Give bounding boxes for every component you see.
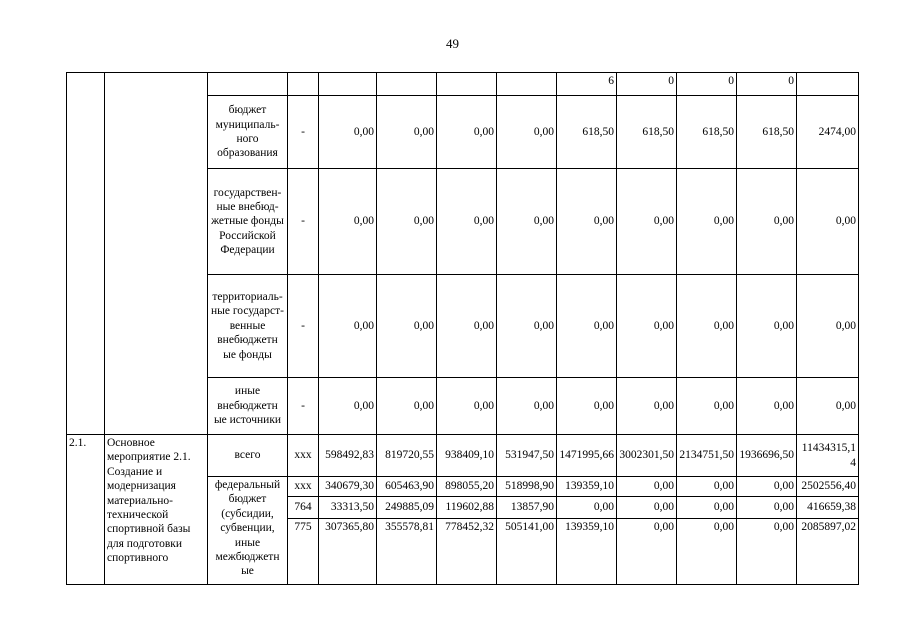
value-cell: 0,00 — [437, 378, 497, 435]
value-cell: 0,00 — [797, 275, 859, 378]
value-cell: 0,00 — [617, 275, 677, 378]
code-cell: 764 — [288, 497, 319, 519]
event-total-row — [67, 435, 859, 477]
empty-title-cell — [105, 73, 208, 435]
value-cell: 0,00 — [319, 96, 377, 169]
value-cell: 0 — [617, 73, 677, 96]
value-cell: 13857,90 — [497, 497, 557, 519]
value-cell: 618,50 — [617, 96, 677, 169]
value-cell: 505141,00 — [497, 519, 557, 585]
value-cell: 0,00 — [617, 169, 677, 275]
value-cell: 6 — [557, 73, 617, 96]
value-cell — [437, 73, 497, 96]
value-cell: 0,00 — [377, 378, 437, 435]
value-cell: 618,50 — [557, 96, 617, 169]
value-cell: 0,00 — [377, 96, 437, 169]
value-cell: 0,00 — [319, 378, 377, 435]
code-cell: - — [288, 96, 319, 169]
code-cell — [288, 73, 319, 96]
value-cell: 598492,83 — [319, 435, 377, 477]
value-cell: 0,00 — [437, 169, 497, 275]
value-cell: 0,00 — [737, 169, 797, 275]
funding-source-label: всего — [208, 435, 288, 477]
value-cell: 0,00 — [437, 96, 497, 169]
value-cell: 618,50 — [737, 96, 797, 169]
value-cell: 0,00 — [677, 519, 737, 585]
code-cell: ххх — [288, 477, 319, 497]
value-cell: 0,00 — [797, 378, 859, 435]
value-cell: 355578,81 — [377, 519, 437, 585]
code-cell: - — [288, 169, 319, 275]
budget-table-container — [66, 72, 859, 585]
value-cell: 0,00 — [437, 275, 497, 378]
value-cell: 33313,50 — [319, 497, 377, 519]
value-cell: 416659,38 — [797, 497, 859, 519]
funding-source-label: федеральный бюджет (субсидии, субвенции, иные межбюджетн ые — [208, 477, 288, 585]
value-cell: 0,00 — [377, 169, 437, 275]
value-cell: 0,00 — [617, 497, 677, 519]
value-cell: 139359,10 — [557, 477, 617, 497]
value-cell: 0,00 — [377, 275, 437, 378]
value-cell: 938409,10 — [437, 435, 497, 477]
funding-source-label: бюджет муниципаль-ного образования — [208, 96, 288, 169]
value-cell: 0,00 — [557, 275, 617, 378]
value-cell: 0,00 — [737, 378, 797, 435]
value-cell: 0,00 — [497, 169, 557, 275]
value-cell: 1936696,50 — [737, 435, 797, 477]
funding-source-label: иные внебюджетн ые источники — [208, 378, 288, 435]
value-cell: 0,00 — [677, 378, 737, 435]
value-cell: 819720,55 — [377, 435, 437, 477]
value-cell: 0,00 — [497, 96, 557, 169]
event-title: Основное мероприятие 2.1. Создание и модернизация материально-технической спортивной базы для подготовки спортивного — [105, 435, 208, 585]
value-cell — [497, 73, 557, 96]
value-cell: 2474,00 — [797, 96, 859, 169]
value-cell: 0,00 — [557, 169, 617, 275]
value-cell: 0,00 — [797, 169, 859, 275]
value-cell: 0,00 — [497, 378, 557, 435]
value-cell: 1471995,66 — [557, 435, 617, 477]
empty-number-cell — [67, 73, 105, 435]
funding-source-label: государствен-ные внебюд-жетные фонды Российской Федерации — [208, 169, 288, 275]
value-cell — [319, 73, 377, 96]
value-cell: 0 — [677, 73, 737, 96]
value-cell: 0,00 — [737, 497, 797, 519]
value-cell — [377, 73, 437, 96]
value-cell: 0,00 — [617, 378, 677, 435]
value-cell: 3002301,50 — [617, 435, 677, 477]
value-cell: 0,00 — [319, 169, 377, 275]
value-cell: 605463,90 — [377, 477, 437, 497]
code-cell: 775 — [288, 519, 319, 585]
value-cell: 0,00 — [319, 275, 377, 378]
value-cell: 518998,90 — [497, 477, 557, 497]
value-cell: 898055,20 — [437, 477, 497, 497]
code-cell: - — [288, 275, 319, 378]
funding-source-label: территориаль-ные государст-венные внебюджетн ые фонды — [208, 275, 288, 378]
value-cell: 340679,30 — [319, 477, 377, 497]
value-cell: 249885,09 — [377, 497, 437, 519]
value-cell: 0 — [737, 73, 797, 96]
value-cell: 2085897,02 — [797, 519, 859, 585]
code-cell: - — [288, 378, 319, 435]
value-cell: 0,00 — [737, 477, 797, 497]
value-cell: 618,50 — [677, 96, 737, 169]
value-cell: 11434315,14 — [797, 435, 859, 477]
page-number: 49 — [446, 36, 459, 51]
source-cell — [208, 73, 288, 96]
continuation-row — [67, 73, 859, 96]
value-cell: 778452,32 — [437, 519, 497, 585]
value-cell: 0,00 — [677, 477, 737, 497]
value-cell: 0,00 — [617, 477, 677, 497]
value-cell: 0,00 — [617, 519, 677, 585]
value-cell: 2502556,40 — [797, 477, 859, 497]
value-cell: 0,00 — [677, 169, 737, 275]
value-cell: 0,00 — [677, 497, 737, 519]
value-cell: 0,00 — [737, 519, 797, 585]
value-cell: 2134751,50 — [677, 435, 737, 477]
value-cell: 0,00 — [737, 275, 797, 378]
value-cell: 307365,80 — [319, 519, 377, 585]
value-cell: 119602,88 — [437, 497, 497, 519]
value-cell: 531947,50 — [497, 435, 557, 477]
value-cell: 0,00 — [677, 275, 737, 378]
value-cell — [797, 73, 859, 96]
code-cell: ххх — [288, 435, 319, 477]
value-cell: 0,00 — [557, 497, 617, 519]
value-cell: 0,00 — [497, 275, 557, 378]
value-cell: 0,00 — [557, 378, 617, 435]
value-cell: 139359,10 — [557, 519, 617, 585]
event-number: 2.1. — [67, 435, 105, 585]
budget-table — [66, 72, 859, 585]
